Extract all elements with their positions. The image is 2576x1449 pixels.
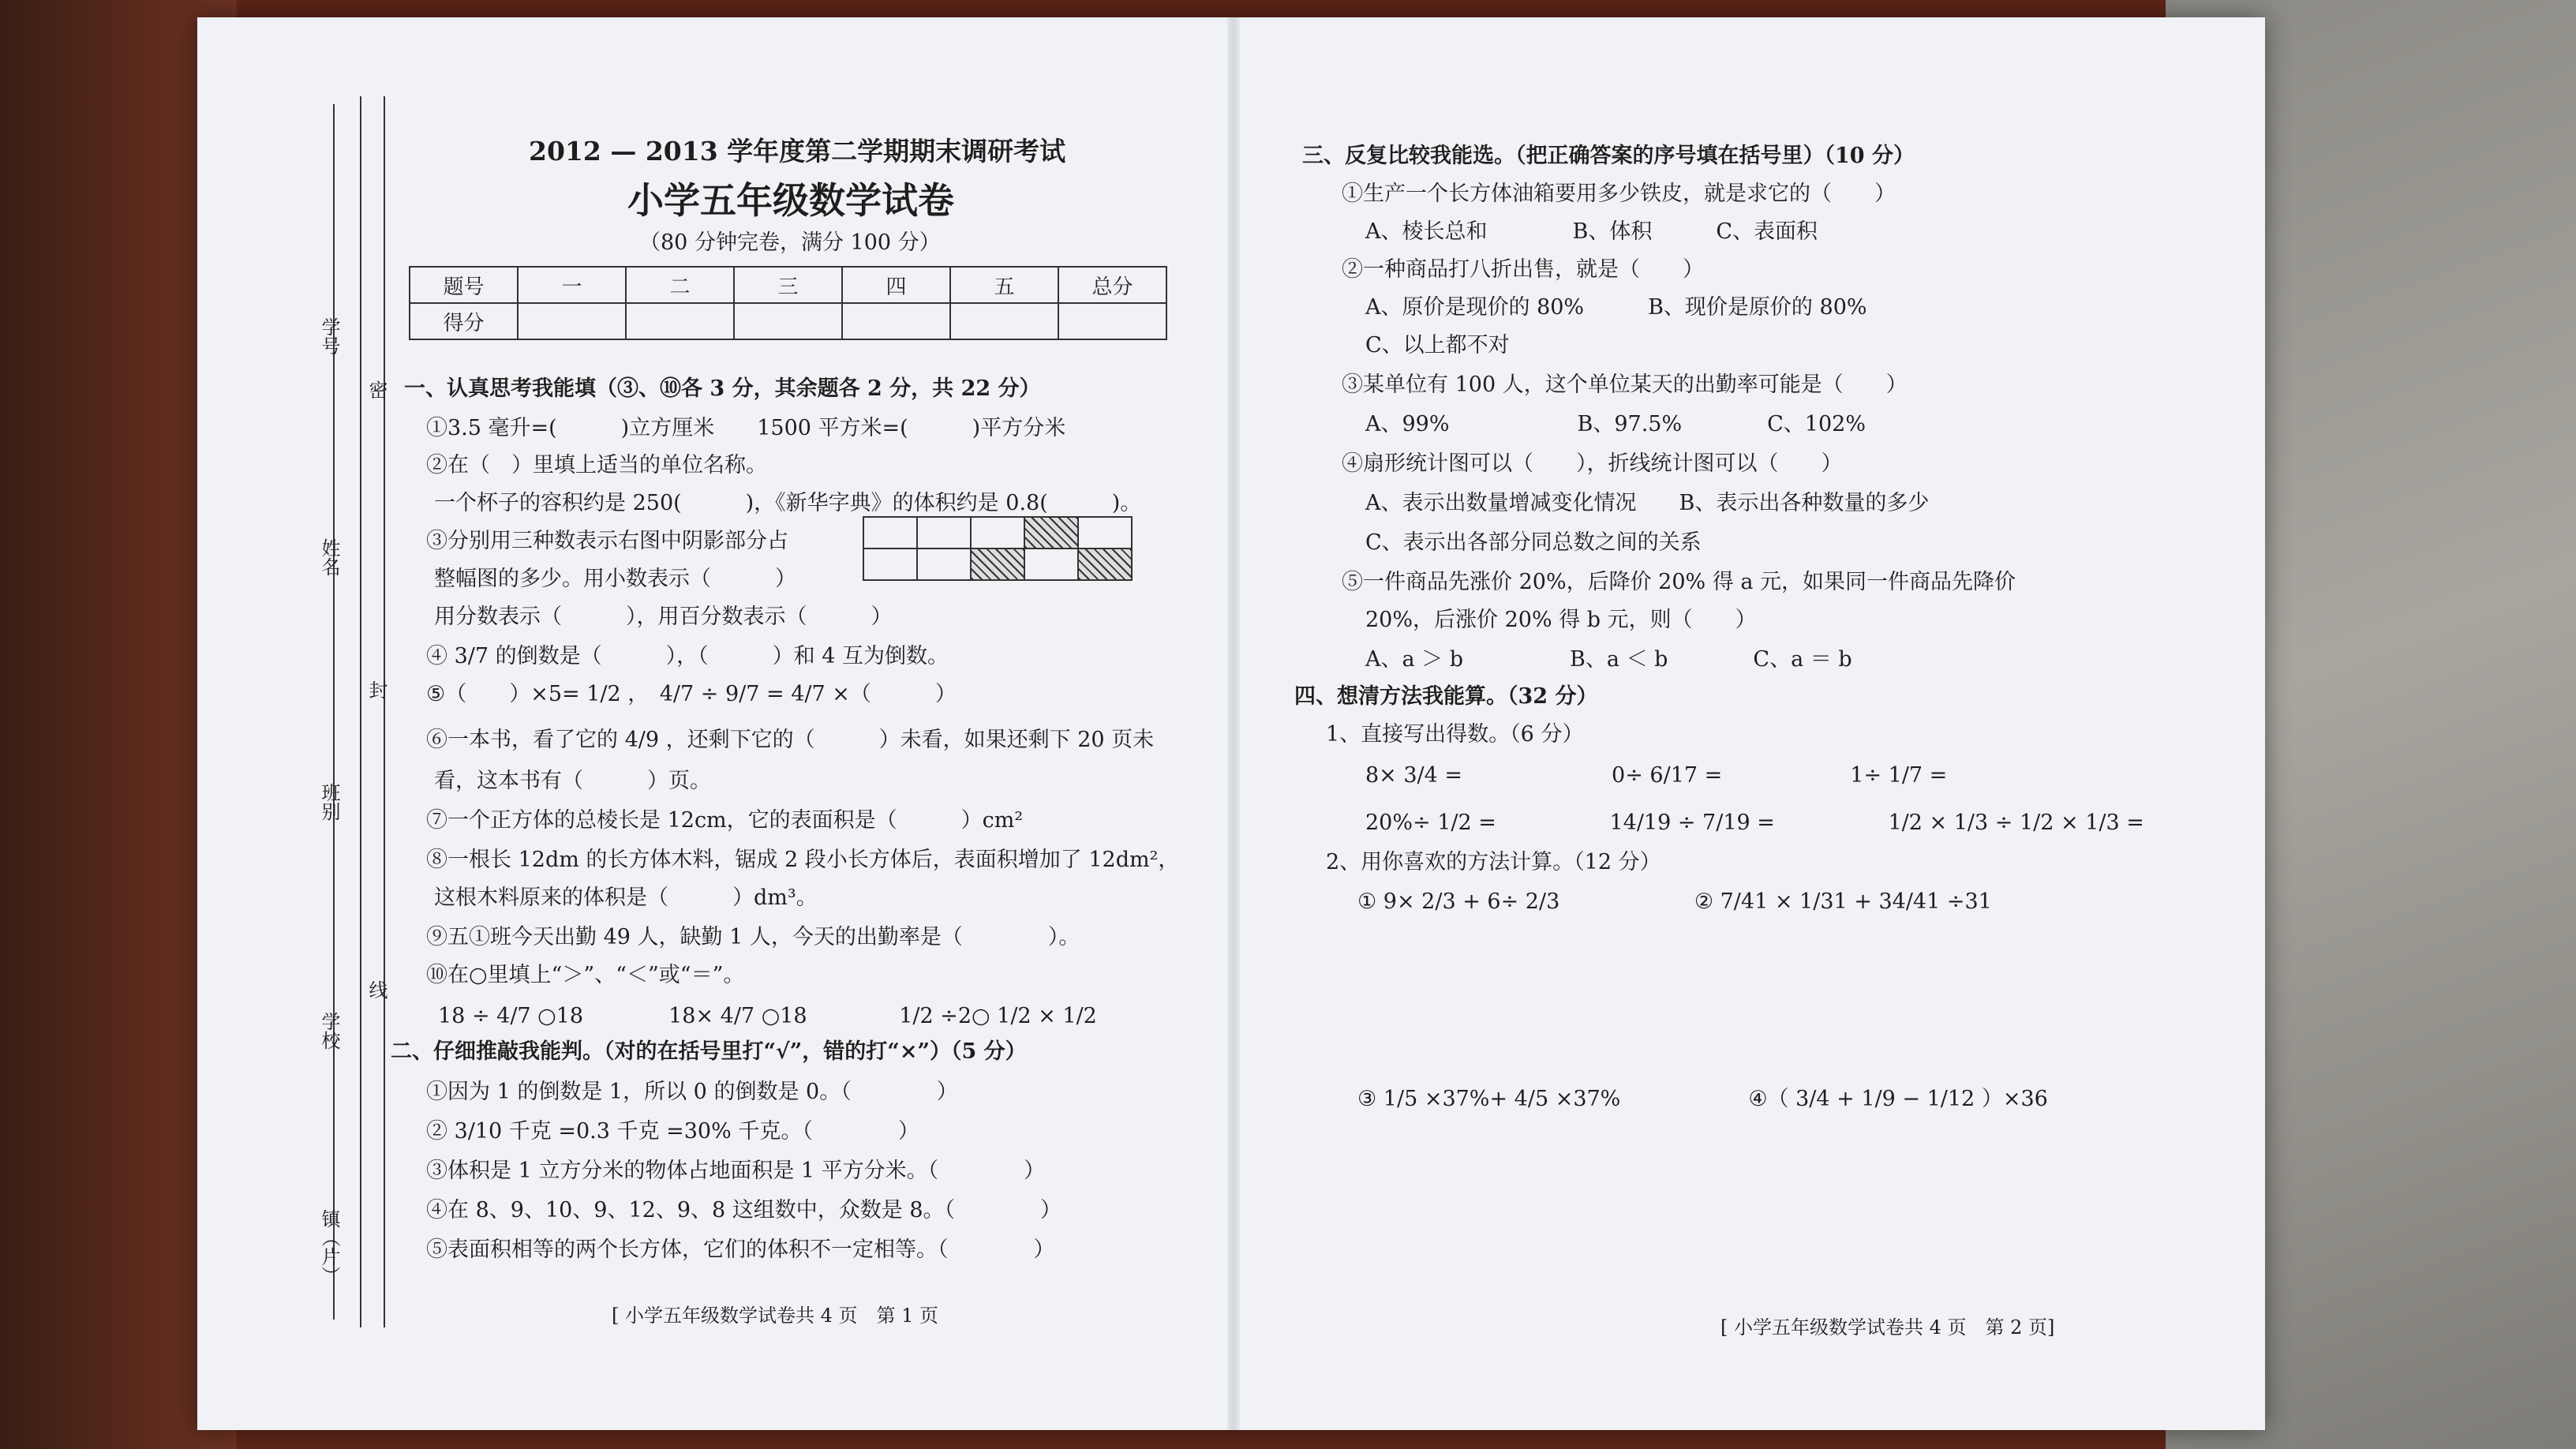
calc-line: 20%÷ 1/2 = 14/19 ÷ 7/19 = 1/2 × 1/3 ÷ 1/2 × 1/3 = — [1365, 811, 2144, 835]
grid-cell-shaded — [971, 549, 1024, 580]
grid-cell — [1078, 517, 1132, 549]
margin-label-seal-3: 线 — [365, 980, 388, 999]
question-line: ⑤（ ）×5= 1/2 ， 4/7 ÷ 9/7 = 4/7 ×（ ） — [426, 682, 957, 706]
question-line: ④ 3/7 的倒数是（ ），（ ）和 4 互为倒数。 — [426, 644, 949, 668]
score-header-cell: 三 — [734, 267, 842, 303]
grid-cell — [917, 549, 971, 580]
question-line: ②在（ ）里填上适当的单位名称。 — [426, 453, 767, 477]
score-cell — [950, 303, 1058, 339]
exam-subtitle: （80 分钟完卷，满分 100 分） — [639, 230, 941, 255]
question-line: ④扇形统计图可以（ ），折线统计图可以（ ） — [1342, 451, 1843, 476]
score-cell — [518, 303, 626, 339]
question-line: ③分别用三种数表示右图中阴影部分占 — [426, 529, 788, 553]
question-line: C、以上都不对 — [1365, 333, 1510, 358]
exam-header: 2012 — 2013 学年度第二学期期末调研考试 — [529, 136, 1066, 167]
margin-label-town: 镇（片） — [318, 1209, 340, 1285]
grid-cell — [971, 517, 1024, 549]
score-header-cell: 题号 — [410, 267, 518, 303]
question-line: ④在 8、9、10、9、12、9、8 这组数中，众数是 8。（ ） — [426, 1198, 1062, 1222]
grid-cell — [863, 549, 917, 580]
calc-line: 8× 3/4 = 0÷ 6/17 = 1÷ 1/7 = — [1365, 763, 1948, 788]
question-line: ② 3/10 千克 =0.3 千克 =30% 千克。（ ） — [426, 1119, 919, 1144]
margin-label-student-id: 学号 — [318, 317, 340, 355]
shaded-grid-figure — [863, 516, 1133, 581]
score-cell — [734, 303, 842, 339]
section-1-heading: 一、认真思考我能填（③、⑩各 3 分，其余题各 2 分，共 22 分） — [404, 376, 1041, 401]
question-line: ⑥一本书，看了它的 4/9 ，还剩下它的（ ）未看，如果还剩下 20 页未 — [426, 728, 1155, 752]
question-line: 一个杯子的容积约是 250( )，《新华字典》的体积约是 0.8( )。 — [434, 491, 1142, 515]
margin-label-class: 班别 — [318, 783, 340, 821]
question-line: ⑤表面积相等的两个长方体，它们的体积不一定相等。（ ） — [426, 1237, 1055, 1262]
question-line: ③体积是 1 立方分米的物体占地面积是 1 平方分米。（ ） — [426, 1159, 1046, 1183]
question-line: ⑩在○里填上“＞”、“＜”或“＝”。 — [426, 963, 745, 987]
calc-line: ③ 1/5 ×37%+ 4/5 ×37% ④（ 3/4 + 1/9 − 1/12 ）×36 — [1357, 1087, 2048, 1111]
question-line: 18 ÷ 4/7 ○18 18× 4/7 ○18 1/2 ÷2○ 1/2 × 1/2 — [438, 1004, 1097, 1028]
page-footer: [ 小学五年级数学试卷共 4 页 第 2 页] — [1720, 1316, 2055, 1339]
grid-cell — [1024, 549, 1078, 580]
question-line: ①3.5 毫升=( )立方厘米 1500 平方米=( )平方分米 — [426, 416, 1066, 440]
grid-cell-shaded — [1078, 549, 1132, 580]
margin-label-seal-2: 封 — [365, 680, 388, 699]
score-header-cell: 五 — [950, 267, 1058, 303]
score-table-score-row — [410, 303, 1166, 339]
question-line: 整幅图的多少。用小数表示（ ） — [434, 567, 796, 591]
question-line: 看，这本书有（ ）页。 — [434, 769, 711, 793]
binding-line-3 — [384, 96, 385, 1327]
question-line: ⑤一件商品先涨价 20%，后降价 20% 得 a 元，如果同一件商品先降价 — [1342, 570, 2016, 594]
score-table — [409, 266, 1167, 340]
score-header-cell: 一 — [518, 267, 626, 303]
question-line: A、a ＞ b B、a ＜ b C、a ＝ b — [1365, 647, 1852, 672]
score-cell — [626, 303, 734, 339]
margin-label-name: 姓名 — [318, 538, 340, 576]
question-line: ①因为 1 的倒数是 1，所以 0 的倒数是 0。（ ） — [426, 1080, 958, 1104]
question-line: C、表示出各部分同总数之间的关系 — [1365, 530, 1702, 555]
section-4-heading: 四、想清方法我能算。（32 分） — [1294, 684, 1598, 709]
grid-cell — [863, 517, 917, 549]
score-header-cell: 四 — [842, 267, 950, 303]
margin-label-school: 学校 — [318, 1012, 340, 1050]
score-header-cell: 总分 — [1058, 267, 1166, 303]
question-line: ⑦一个正方体的总棱长是 12cm，它的表面积是（ ）cm² — [426, 808, 1024, 833]
exam-paper — [197, 17, 2265, 1430]
margin-label-seal-1: 密 — [365, 380, 388, 399]
grid-cell-shaded — [1024, 517, 1078, 549]
question-line: A、原价是现价的 80% B、现价是原价的 80% — [1365, 295, 1867, 320]
section-2-heading: 二、仔细推敲我能判。（对的在括号里打“√”，错的打“×”）（5 分） — [391, 1039, 1027, 1064]
question-line: ⑧一根长 12dm 的长方体木料，锯成 2 段小长方体后，表面积增加了 12dm²， — [426, 848, 1180, 872]
binding-line-2 — [360, 96, 361, 1327]
score-cell — [842, 303, 950, 339]
grid-cell — [917, 517, 971, 549]
exam-title: 小学五年级数学试卷 — [627, 179, 954, 222]
exam-page-1 — [197, 17, 1223, 1430]
binding-line-1 — [333, 104, 335, 1320]
question-line: ⑨五①班今天出勤 49 人，缺勤 1 人，今天的出勤率是（ ）。 — [426, 925, 1080, 949]
question-line: A、表示出数量增减变化情况 B、表示出各种数量的多少 — [1365, 491, 1930, 515]
score-header-cell: 二 — [626, 267, 734, 303]
question-line: ①生产一个长方体油箱要用多少铁皮，就是求它的（ ） — [1342, 182, 1896, 206]
question-line: 用分数表示（ ），用百分数表示（ ） — [434, 605, 893, 629]
calc-line: ① 9× 2/3 + 6÷ 2/3 ② 7/41 × 1/31 + 34/41 ÷31 — [1357, 889, 1992, 914]
score-row-label: 得分 — [410, 303, 518, 339]
question-line: 2、用你喜欢的方法计算。（12 分） — [1326, 850, 1661, 874]
question-line: 这根木料原来的体积是（ ）dm³。 — [434, 886, 818, 910]
exam-page-2 — [1239, 17, 2265, 1430]
question-line: A、99% B、97.5% C、102% — [1365, 412, 1866, 436]
question-line: A、棱长总和 B、体积 C、表面积 — [1365, 219, 1818, 244]
score-table-header-row — [410, 267, 1166, 303]
page-fold — [1227, 17, 1240, 1430]
score-cell — [1058, 303, 1166, 339]
question-line: ③某单位有 100 人，这个单位某天的出勤率可能是（ ） — [1342, 373, 1908, 397]
question-line: ②一种商品打八折出售，就是（ ） — [1342, 257, 1704, 282]
section-3-heading: 三、反复比较我能选。（把正确答案的序号填在括号里）（10 分） — [1302, 144, 1915, 168]
page-footer: [ 小学五年级数学试卷共 4 页 第 1 页 — [612, 1305, 939, 1327]
question-line: 20%，后涨价 20% 得 b 元，则（ ） — [1365, 608, 1757, 632]
question-line: 1、直接写出得数。（6 分） — [1326, 722, 1584, 747]
